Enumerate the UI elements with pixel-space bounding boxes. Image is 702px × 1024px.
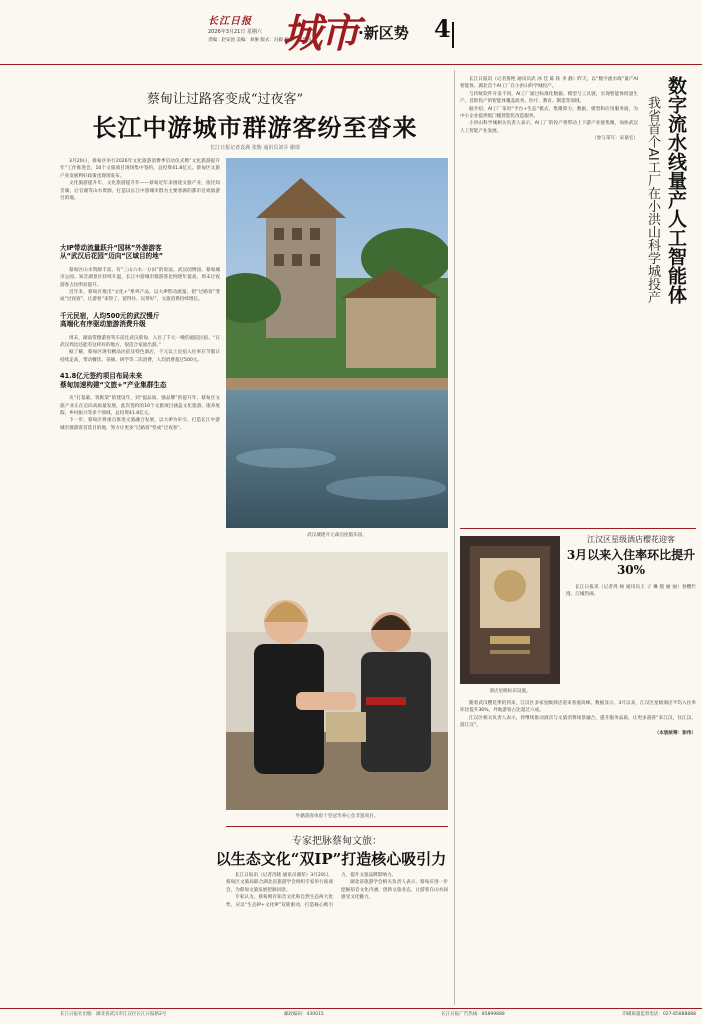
footer-print: 印刷质量监督电话：027-85888888 [622, 1012, 696, 1017]
ai-headline: 数字流水线量产人工智能体 [665, 76, 687, 304]
lead-paragraph: 周末，湖南常德游客驾车前往武汉蔡甸，入住了千元一晚的庭院民宿。“在武汉周边还能有这样好的地方，很适合家庭出游。” [60, 335, 220, 349]
hotel-story-body [566, 584, 696, 684]
hotel-paragraph: 长江日报讯（记者周 杨 通讯员王 子 琳 殷 丽 丽）春樱烂漫，江城热闹。 [566, 585, 696, 598]
lead-headline: 长江中游城市群游客纷至沓来 [92, 113, 418, 142]
ai-paragraph: 与传统软件开发不同，AI工厂通过标准化数据、模型与工具链，实现智能体批量生产。首批投产的智能体覆盖政务、医疗、教育、制造等领域。 [460, 91, 638, 105]
ai-deck: 我省首个AI工厂在小洪山科学城投产 [645, 96, 660, 304]
lead-subhead-1: 大IP带动流量跃升“园林”外游游客 从“武汉后花园”迈向“区域目的地” [60, 244, 164, 261]
bottom-kicker: 专家把脉蔡甸文旅： [292, 836, 382, 847]
hotel-headline: 3月以来入住率环比提升30% [566, 548, 696, 577]
bottom-paragraph: 长江日报讯（记者肖晓 通讯员谢菲）3月20日，蔡甸区文旅局联合湖北省旅游学会组织专家举行座谈会，为蔡甸文旅发展把脉问诊。 [226, 873, 333, 893]
lead-subhead-3: 41.8亿元签约项目布局未来 蔡甸加速构建“文旅+”产业集群生态 [60, 372, 167, 389]
section-title: 城市 [282, 10, 358, 57]
masthead [0, 0, 702, 66]
lead-paragraph: 3月20日，蔡甸区举行2026年文化旅游消费季启动仪式暨“文化旅游提升年”工作推进会，10个文旅项目现场集中签约，总投资41.8亿元。蔡甸区文旅产业发展利好政策也现场发布。 [60, 159, 220, 179]
bottom-story-body [226, 872, 448, 1007]
lead-paragraph: 蔡甸区山水资源丰富，有“三山六水一分田”的说法。武汉园博园、蔡甸城市公园、知音湖景区持续升温，长江中游城市群游客比例逐年提高，周末过夜游客占比明显提升。 [60, 267, 220, 288]
hotel-kicker: 江汉区星级酒店樱花迎客 [587, 535, 675, 544]
right-column-divider [454, 70, 455, 1005]
hotel-illustration [460, 536, 560, 684]
editor-credits: 责编：赵安团 美编：刘俊 版式：冯毅 校对：徐建桥 [208, 38, 312, 43]
masthead-underline [0, 64, 702, 65]
lead-paragraph: 下一步，蔡甸区将重点推进文旅融合发展，以大IP为牵引，打造长江中游城市群游客首选目的地，努力让更多“过路客”变成“过夜客”。 [60, 418, 220, 431]
ai-paragraph: 据介绍，AI工厂采用“平台+生态”模式，集聚算力、数据、模型和应用服务商，为中小企业提供低门槛智能化改造服务。 [460, 106, 638, 120]
footer-rule [0, 1008, 702, 1009]
visitors-photo-caption: 外籍游客体验十里冠华养心会非遗项目。 [295, 814, 379, 819]
lead-paragraph: 近年来，蔡甸区推出“文化+”系列产品，以大IP带动流量，把“过路客”变成“过夜客”，让游客“来得了、留得住、玩得好”，文旅消费持续增长。 [60, 290, 220, 303]
ai-paragraph: 小洪山科学城相关负责人表示，AI工厂的投产将带动上下游产业链集聚，加快武汉人工智能产业发展。 [460, 121, 638, 134]
resort-illustration [226, 158, 448, 528]
lead-kicker: 蔡甸让过路客变成“过夜客” [146, 92, 304, 107]
lead-paragraph: 文化旅游提升年，文化旅游提升年——蔡甸近年来围绕文旅产业，依托知音湖、后官湖等山水资源，打造以长江中游城市群为主要客源的都市近郊旅游目的地。 [60, 181, 220, 202]
section-subtitle: ·新区势 [358, 24, 409, 42]
hotel-paragraph: 江汉区相关负责人表示，将继续推动酒店与文旅消费场景融合，提升服务品质，让更多游客“来江汉、住江汉、游江汉”。 [460, 715, 696, 729]
ai-paragraph: 长江日报讯（记者鲁艳 通讯员武 冰 佳 陈 轶 李 静）昨天，以“数字流水线”量产AI智能体，湖北首个AI工厂在小洪山科学城投产。 [460, 77, 638, 90]
bottom-paragraph: 湖北省旅游学会相关负责人表示，蔡甸应进一步挖掘知音文化内涵，创新文旅业态，让游客在山水间感受文化魅力。 [341, 880, 448, 901]
visitors-photo [226, 552, 448, 810]
bottom-story-divider [226, 826, 448, 827]
ai-story-body [460, 76, 638, 516]
resort-photo [226, 158, 448, 528]
footer-address: 长江日报社出版：湖北省武汉市江汉区长江日报路2号 [60, 1012, 167, 1017]
resort-photo-caption: 武汉城建开元森泊度假乐园。 [307, 533, 367, 538]
hotel-end-note: （本版统筹：彭伟） [654, 730, 696, 736]
lead-column-1 [60, 240, 220, 730]
hotel-paragraph: 随着武汉樱花季的到来，江汉区多家星级酒店迎来客流高峰。数据显示，3月以来，江汉区星级酒店平均入住率环比提升30%，外地游客占比超过六成。 [460, 701, 696, 714]
masthead-divider [452, 22, 454, 48]
lead-byline: 长江日报记者袁满 张衡 通讯员刘芬 谢璟 [210, 145, 300, 151]
footer [60, 1011, 696, 1017]
footer-ad: 长江日报广告热线：85899888 [441, 1012, 505, 1017]
newspaper-logo: 长江日报 [208, 16, 252, 27]
bottom-headline: 以生态文化“双IP”打造核心吸引力 [215, 850, 447, 868]
hotel-story-divider [460, 528, 696, 529]
hotel-story-body-2 [460, 700, 696, 1000]
visitors-illustration [226, 552, 448, 810]
hotel-photo-caption: 酒店星级标识设施。 [489, 689, 531, 694]
lead-paragraph: 据了解，蔡甸区现有精品民宿及特色酒店，千元以上民宿入住率在节假日持续走高，带动餐饮、采摘、研学等二次消费，人均消费超过500元。 [60, 350, 220, 363]
issue-date: 2026年3月21日 星期六 [208, 29, 262, 35]
page-number: 4 [434, 14, 451, 43]
footer-zip: 邮政编码：430015 [284, 1012, 324, 1017]
ai-end-note: （参与采写：宋嘉宏） [592, 136, 638, 142]
lead-subhead-2: 千元民宿，人均500元的武汉慢斤 高端化有序驱动旅游消费升级 [60, 311, 160, 329]
lead-paragraph: 从“打基础、筑框架”的建设年，到“提品质、强品牌”的提升年，蔡甸区文旅产业正在迈向高质量发展。此次签约的10个文旅项目涵盖文化旅游、康养度假、乡村振兴等多个领域，总投资41.8亿元。 [60, 396, 220, 416]
hotel-photo [460, 536, 560, 684]
bottom-paragraph: 专家认为，蔡甸拥有知音文化和自然生态两大优势，应以“生态IP+文化IP”双轮驱动，打造核心吸引力，提升文旅品牌影响力。 [226, 873, 397, 908]
lead-intro [60, 158, 220, 202]
